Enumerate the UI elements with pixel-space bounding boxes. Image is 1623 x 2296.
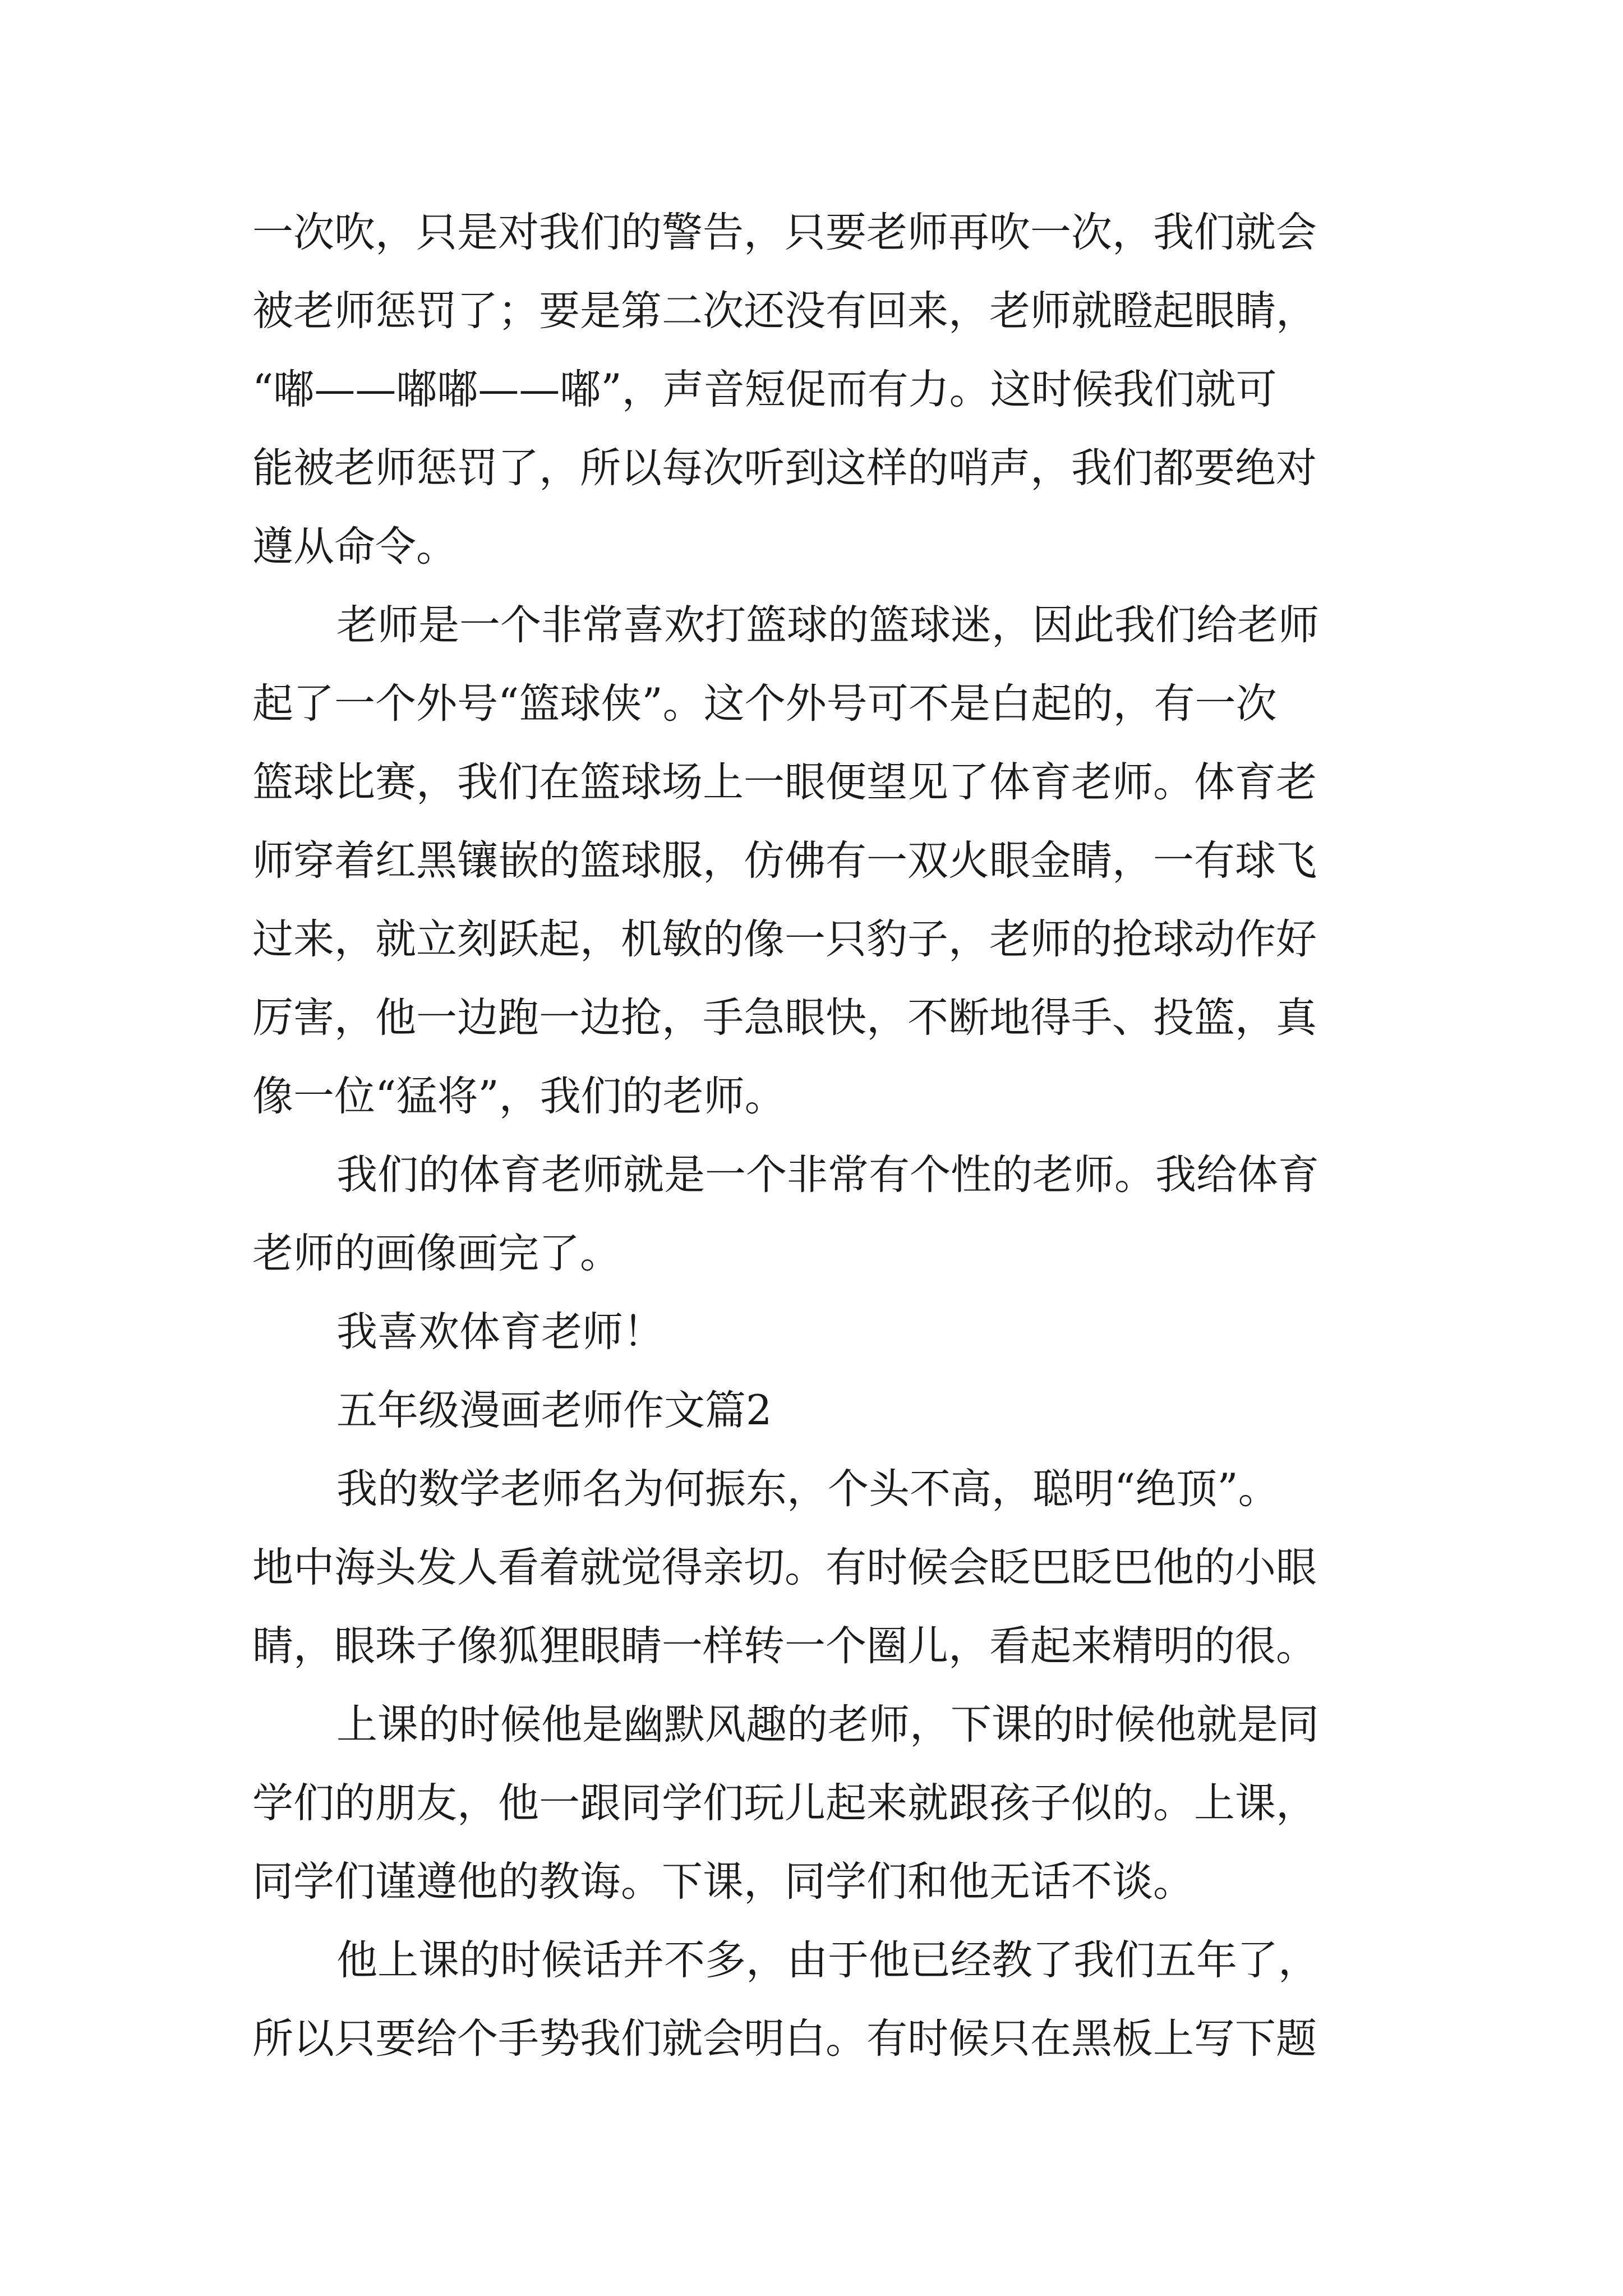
text-line: 篮球比赛，我们在篮球场上一眼便望见了体育老师。体育老 — [252, 758, 1317, 806]
paragraph-start-line: 我们的体育老师就是一个非常有个性的老师。我给体育 — [336, 1151, 1319, 1199]
text-line: 厉害，他一边跑一边抢，手急眼快，不断地得手、投篮，真 — [252, 994, 1317, 1042]
paragraph-start-line: 我喜欢体育老师！ — [336, 1308, 664, 1356]
text-line: 所以只要给个手势我们就会明白。有时候只在黑板上写下题 — [252, 2015, 1317, 2063]
paragraph-start-line: 我的数学老师名为何振东，个头不高，聪明“绝顶”。 — [336, 1465, 1279, 1513]
text-line: 睛，眼珠子像狐狸眼睛一样转一个圈儿，看起来精明的很。 — [252, 1622, 1317, 1670]
text-line: 遵从命令。 — [252, 523, 457, 570]
paragraph-start-line: 老师是一个非常喜欢打篮球的篮球迷，因此我们给老师 — [336, 601, 1319, 649]
paragraph-start-line: 他上课的时候话并不多，由于他已经教了我们五年了， — [336, 1936, 1319, 1984]
text-line: 起了一个外号“篮球侠”。这个外号可不是白起的，有一次 — [252, 680, 1277, 728]
text-line: 学们的朋友，他一跟同学们玩儿起来就跟孩子似的。上课， — [252, 1779, 1317, 1827]
text-line: 一次吹，只是对我们的警告，只要老师再吹一次，我们就会 — [252, 209, 1317, 256]
text-line: 地中海头发人看着就觉得亲切。有时候会眨巴眨巴他的小眼 — [252, 1544, 1317, 1591]
text-line: 像一位“猛将”，我们的老师。 — [252, 1073, 786, 1120]
text-line: 同学们谨遵他的教诲。下课，同学们和他无话不谈。 — [252, 1858, 1194, 1906]
text-line: 过来，就立刻跃起，机敏的像一只豹子，老师的抢球动作好 — [252, 915, 1317, 963]
section-heading: 五年级漫画老师作文篇2 — [336, 1387, 772, 1434]
text-line: 能被老师惩罚了，所以每次听到这样的哨声，我们都要绝对 — [252, 444, 1317, 492]
paragraph-start-line: 上课的时候他是幽默风趣的老师，下课的时候他就是同 — [336, 1701, 1319, 1749]
text-line: 老师的画像画完了。 — [252, 1230, 621, 1277]
text-line: 师穿着红黑镶嵌的篮球服，仿佛有一双火眼金睛，一有球飞 — [252, 837, 1317, 885]
text-line: 被老师惩罚了；要是第二次还没有回来，老师就瞪起眼睛， — [252, 287, 1317, 335]
text-line: “嘟——嘟嘟——嘟”，声音短促而有力。这时候我们就可 — [252, 366, 1277, 413]
